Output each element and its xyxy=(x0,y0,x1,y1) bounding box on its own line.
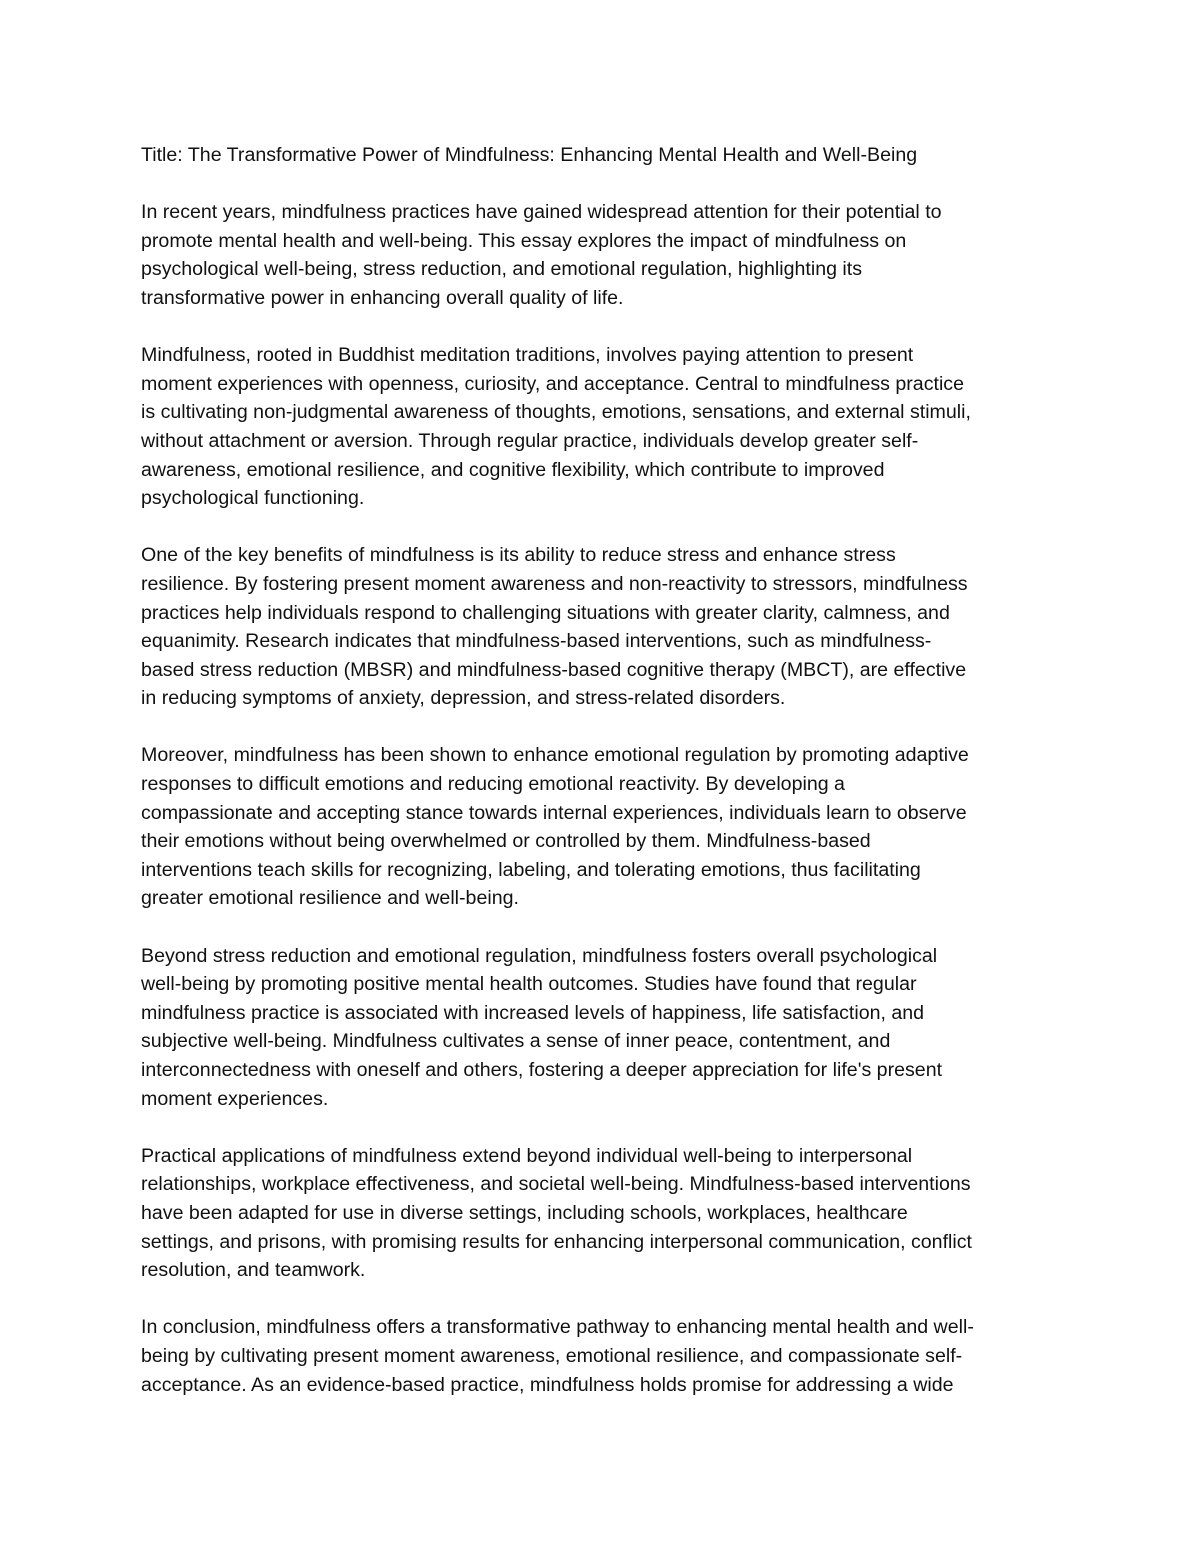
paragraph-applications xyxy=(141,1142,1071,1285)
text-line: acceptance. As an evidence-based practice, mindfulness holds promise for addressing a wide xyxy=(141,1373,954,1396)
text-line: resilience. By fostering present moment awareness and non-reactivity to stressors, mindfulness xyxy=(141,572,968,595)
paragraph-wellbeing xyxy=(141,942,1071,1114)
text-line: mindfulness practice is associated with increased levels of happiness, life satisfaction, and xyxy=(141,1001,925,1024)
document-body xyxy=(141,141,1071,1428)
text-line: responses to difficult emotions and reducing emotional reactivity. By developing a xyxy=(141,773,845,796)
text-line: greater emotional resilience and well-being. xyxy=(141,887,519,910)
text-line: One of the key benefits of mindfulness is its ability to reduce stress and enhance stress xyxy=(141,544,896,567)
text-line: subjective well-being. Mindfulness cultivates a sense of inner peace, contentment, and xyxy=(141,1030,891,1053)
text-line: psychological well-being, stress reduction, and emotional regulation, highlighting its xyxy=(141,258,863,281)
text-line: based stress reduction (MBSR) and mindfulness-based cognitive therapy (MBCT), are effective xyxy=(141,658,967,681)
text-line: interconnectedness with oneself and others, fostering a deeper appreciation for life's present xyxy=(141,1059,943,1081)
paragraph-emotion xyxy=(141,741,1071,913)
text-line: relationships, workplace effectiveness, and societal well-being. Mindfulness-based interventions xyxy=(141,1173,971,1196)
text-line: compassionate and accepting stance towards internal experiences, individuals learn to observe xyxy=(141,801,967,824)
text-line: promote mental health and well-being. This essay explores the impact of mindfulness on xyxy=(141,229,907,252)
text-line: practices help individuals respond to challenging situations with greater clarity, calmness, and xyxy=(141,601,950,624)
text-line: equanimity. Research indicates that mindfulness-based interventions, such as mindfulness- xyxy=(141,630,932,653)
text-line: being by cultivating present moment awareness, emotional resilience, and compassionate self- xyxy=(141,1344,963,1367)
text-line: Practical applications of mindfulness extend beyond individual well-being to interpersonal xyxy=(141,1144,913,1167)
paragraph-conclusion xyxy=(141,1313,1071,1399)
text-line: without attachment or aversion. Through regular practice, individuals develop greater self- xyxy=(141,429,919,452)
text-line: moment experiences. xyxy=(141,1087,329,1110)
text-line: is cultivating non-judgmental awareness of thoughts, emotions, sensations, and external stimuli, xyxy=(141,401,971,424)
text-line: well-being by promoting positive mental health outcomes. Studies have found that regular xyxy=(141,973,917,996)
text-line: resolution, and teamwork. xyxy=(141,1259,366,1282)
text-line: awareness, emotional resilience, and cognitive flexibility, which contribute to improved xyxy=(141,458,885,481)
text-line: settings, and prisons, with promising results for enhancing interpersonal communication, conflict xyxy=(141,1230,972,1253)
text-line: Beyond stress reduction and emotional regulation, mindfulness fosters overall psychological xyxy=(141,944,938,967)
text-line: in reducing symptoms of anxiety, depression, and stress-related disorders. xyxy=(141,687,786,710)
paragraph-intro xyxy=(141,198,1071,312)
text-line: have been adapted for use in diverse settings, including schools, workplaces, healthcare xyxy=(141,1201,908,1224)
document-title: Title: The Transformative Power of Mindfulness: Enhancing Mental Health and Well-Being xyxy=(141,144,918,166)
paragraph-stress xyxy=(141,541,1071,713)
text-line: Moreover, mindfulness has been shown to enhance emotional regulation by promoting adaptive xyxy=(141,744,969,767)
paragraph-definition xyxy=(141,341,1071,513)
text-line: moment experiences with openness, curiosity, and acceptance. Central to mindfulness practice xyxy=(141,372,964,395)
text-line: In conclusion, mindfulness offers a transformative pathway to enhancing mental health and well- xyxy=(141,1316,974,1339)
text-line: their emotions without being overwhelmed or controlled by them. Mindfulness-based xyxy=(141,830,871,853)
text-line: In recent years, mindfulness practices have gained widespread attention for their potential to xyxy=(141,201,942,224)
text-line: interventions teach skills for recognizing, labeling, and tolerating emotions, thus facilitating xyxy=(141,858,921,881)
text-line: transformative power in enhancing overall quality of life. xyxy=(141,286,624,309)
text-line: psychological functioning. xyxy=(141,487,365,510)
text-line: Mindfulness, rooted in Buddhist meditation traditions, involves paying attention to present xyxy=(141,344,914,367)
